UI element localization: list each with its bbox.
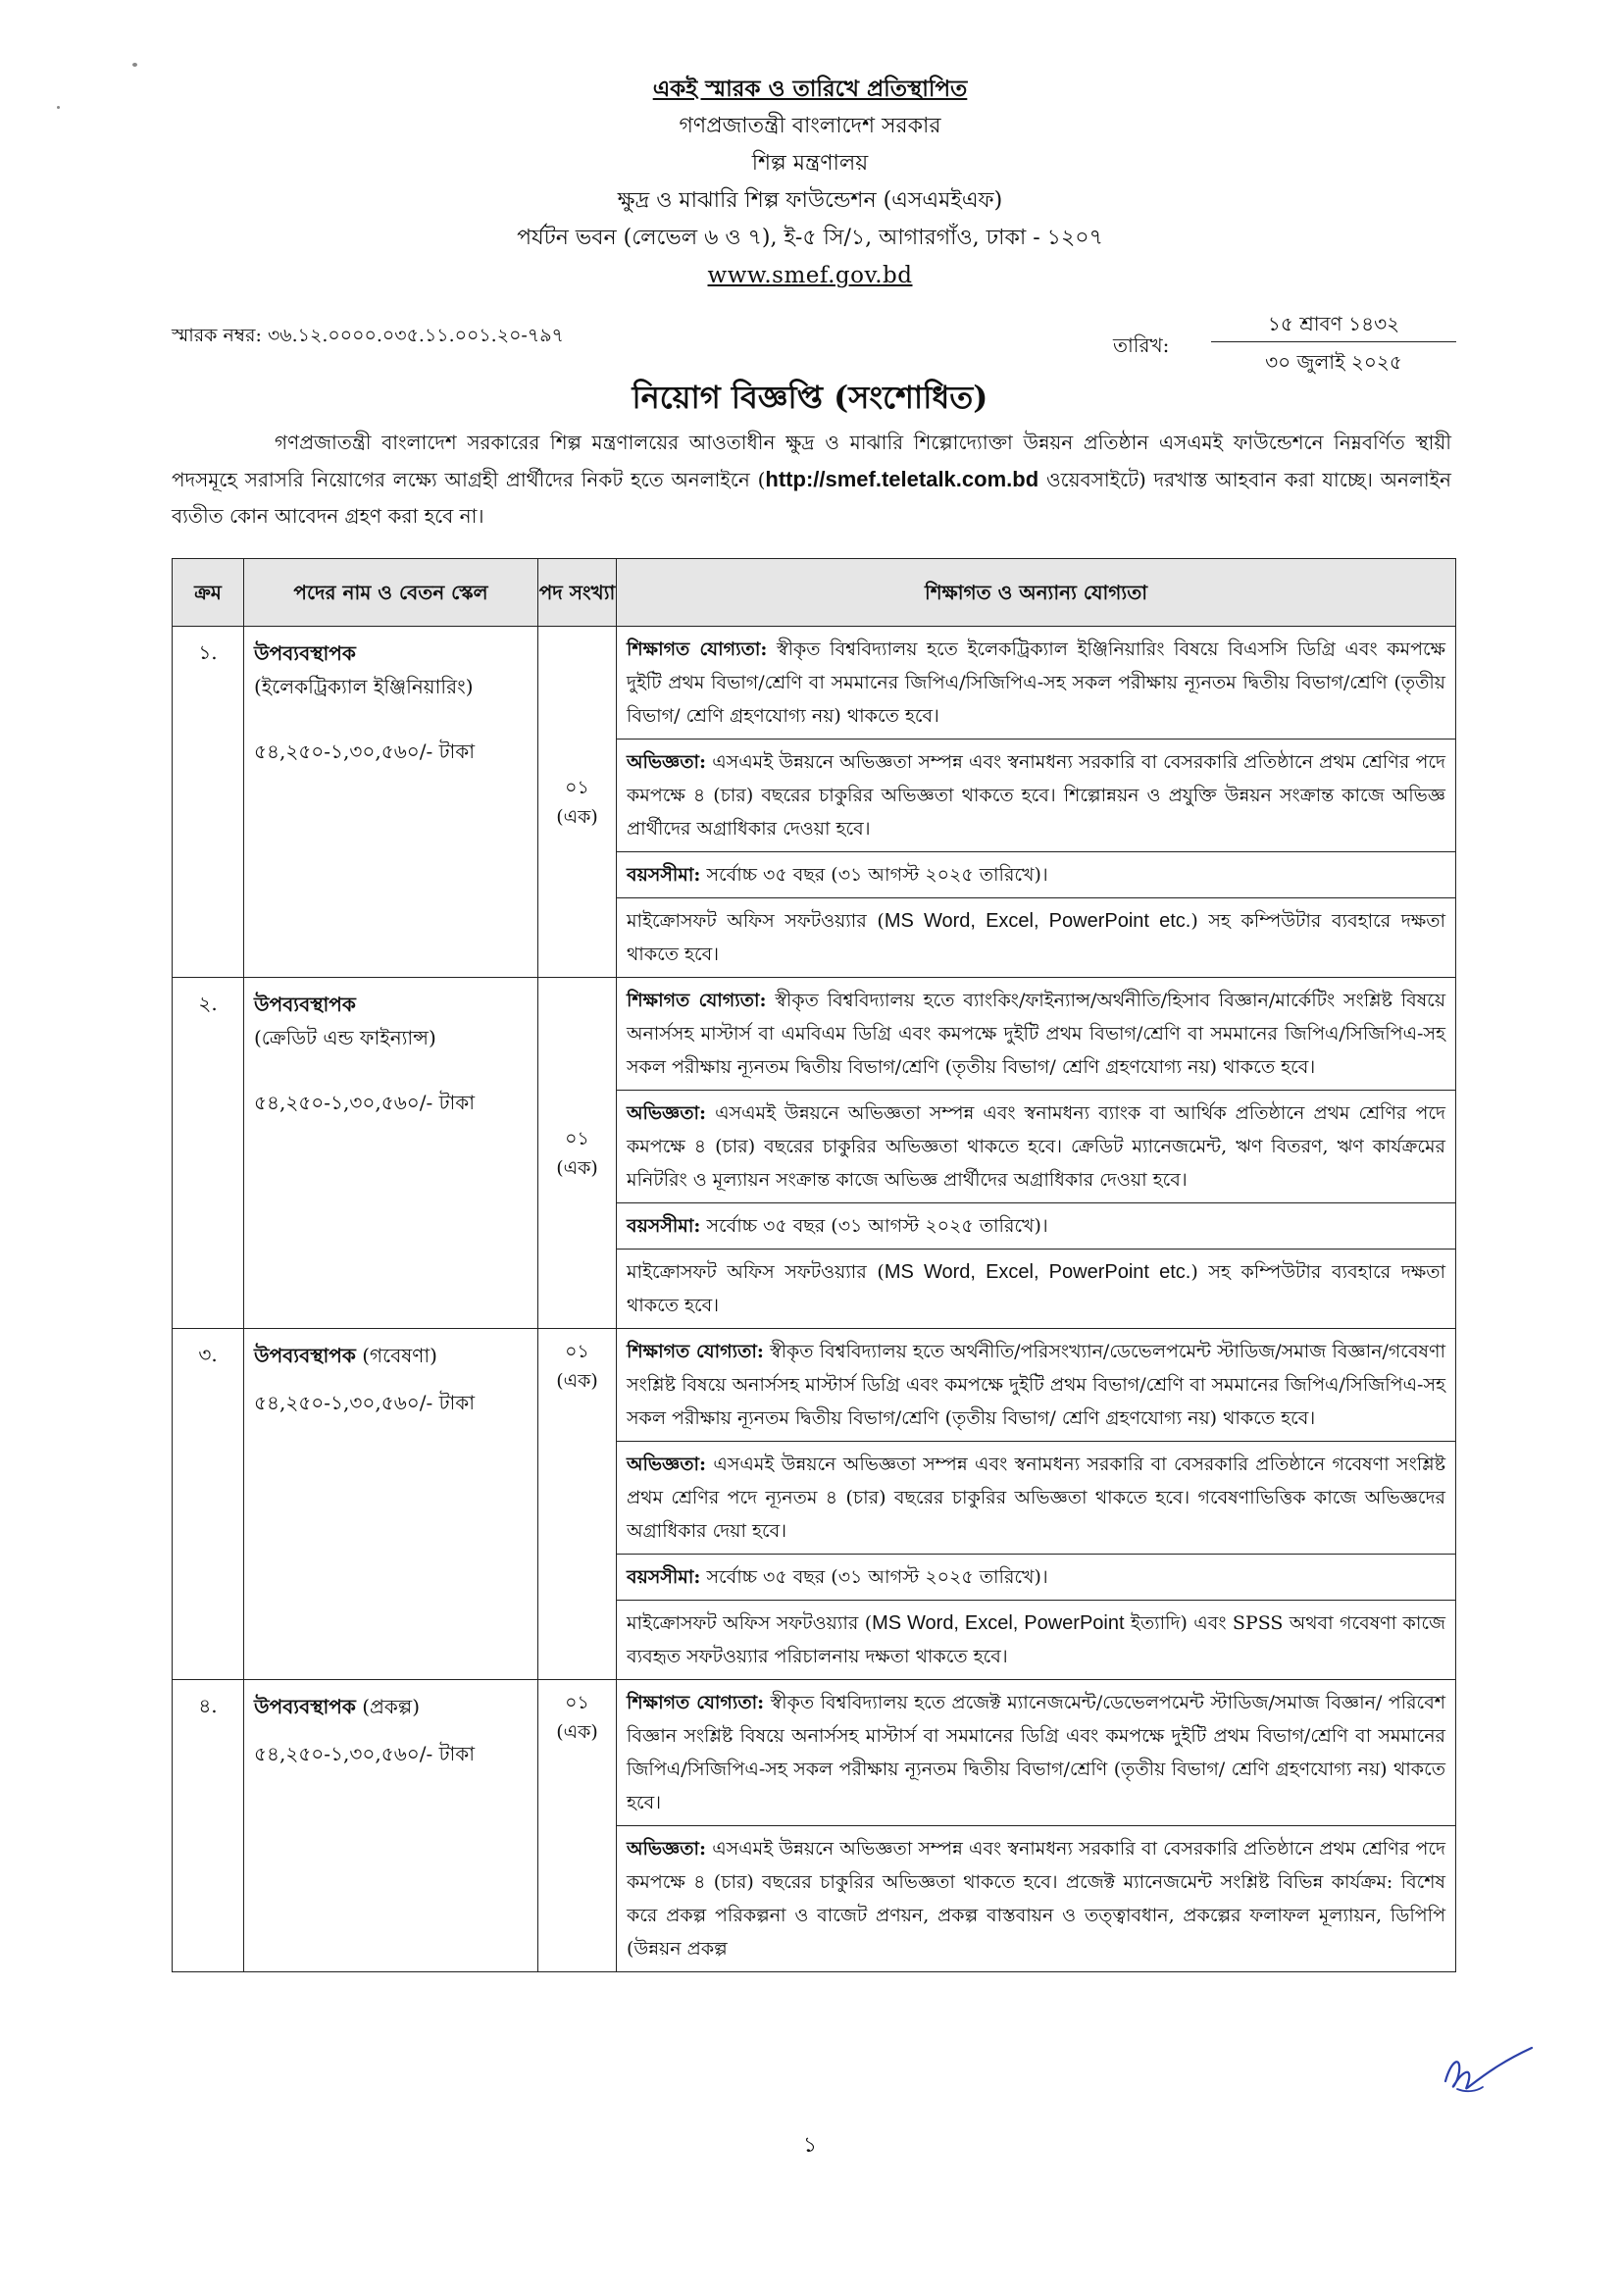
website-link[interactable]: www.smef.gov.bd	[707, 263, 913, 288]
education-text: স্বীকৃত বিশ্ববিদ্যালয় হতে ইলেকট্রিক্যাল ইঞ্জিনিয়ারিং বিষয়ে বিএসসি ডিগ্রি এবং কমপক্ষে দুইটি প্রথম বিভাগ/শ্রেণি বা সমমানের জিপিএ/সিজিপিএ-সহ সকল পরীক্ষায় ন্যূনতম দ্বিতীয় বিভাগ/শ্রেণি (তৃতীয় বিভাগ/ শ্রেণি গ্রহণযোগ্য নয়) থাকতে হবে।	[627, 638, 1446, 727]
qualification-cell	[617, 627, 1456, 978]
post-cell	[244, 627, 538, 978]
header-serial: ক্রম	[173, 559, 244, 627]
age-text: সর্বোচ্চ ৩৫ বছর (৩১ আগস্ট ২০২৫ তারিখে)।	[706, 1566, 1048, 1588]
computer-text-after: ) সহ কম্পিউটার ব্যবহারে দক্ষতা থাকতে হবে।	[627, 910, 1445, 965]
education-label: শিক্ষাগত যোগ্যতা:	[627, 990, 767, 1011]
age-text: সর্বোচ্চ ৩৫ বছর (৩১ আগস্ট ২০২৫ তারিখে)।	[706, 1215, 1048, 1237]
post-name: উপব্যবস্থাপক	[254, 993, 356, 1016]
computer-text: মাইক্রোসফট অফিস সফটওয়্যার (	[627, 1261, 885, 1283]
header-count: পদ সংখ্যা	[538, 559, 617, 627]
age-label: বয়সসীমা:	[627, 1215, 701, 1237]
education-text: স্বীকৃত বিশ্ববিদ্যালয় হতে প্রজেক্ট ম্যানেজমেন্ট/ডেভেলপমেন্ট স্টাডিজ/সমাজ বিজ্ঞান/ পরিবেশ বিজ্ঞান সংশ্লিষ্ট বিষয়ে অনার্সসহ মাস্টার্স বা সমমানের ডিগ্রি এবং কমপক্ষে দুইটি প্রথম বিভাগ/শ্রেণি বা সমমানের জিপিএ/সিজিপিএ-সহ সকল পরীক্ষায় ন্যূনতম দ্বিতীয় বিভাগ/শ্রেণি (তৃতীয় বিভাগ/ শ্রেণি গ্রহণযোগ্য নয়) থাকতে হবে।	[627, 1692, 1446, 1813]
row-serial: ৩.	[173, 1329, 244, 1680]
education-label: শিক্ষাগত যোগ্যতা:	[627, 1692, 765, 1713]
computer-skill-block	[617, 1250, 1455, 1328]
software-list: MS Word, Excel, PowerPoint etc.	[884, 910, 1191, 932]
superseded-note: একই স্মারক ও তারিখে প্রতিস্থাপিত	[652, 76, 968, 102]
date-box	[1211, 306, 1456, 382]
count-cell	[538, 627, 617, 978]
page-number: ১	[802, 2133, 818, 2158]
post-cell	[244, 1329, 538, 1680]
education-text: স্বীকৃত বিশ্ববিদ্যালয় হতে ব্যাংকিং/ফাইন্যান্স/অর্থনীতি/হিসাব বিজ্ঞান/মার্কেটিং সংশ্লিষ্ট বিষয়ে অনার্সসহ মাস্টার্স বা এমবিএম ডিগ্রি এবং কমপক্ষে দুইটি প্রথম বিভাগ/শ্রেণি বা সমমানের জিপিএ/সিজিপিএ-সহ সকল পরীক্ষায় ন্যূনতম দ্বিতীয় বিভাগ/শ্রেণি (তৃতীয় বিভাগ/ শ্রেণি গ্রহণযোগ্য নয়) থাকতে হবে।	[627, 990, 1446, 1078]
computer-text-after: ইত্যাদি) এবং SPSS অথবা গবেষণা কাজে ব্যবহৃত সফটওয়্যার পরিচালনায় দক্ষতা থাকতে হবে।	[627, 1612, 1445, 1667]
education-block	[617, 1329, 1455, 1442]
post-count: ০১	[565, 1692, 589, 1713]
count-cell	[538, 1680, 617, 1972]
software-list: MS Word, Excel, PowerPoint etc.	[884, 1261, 1191, 1283]
pay-scale: ৫৪,২৫০-১,৩০,৫৬০/- টাকা	[254, 740, 476, 763]
table-row	[173, 1680, 1456, 1972]
table-header-row	[173, 559, 1456, 627]
row-serial: ২.	[173, 978, 244, 1329]
post-name: উপব্যবস্থাপক	[254, 641, 356, 665]
experience-block	[617, 1091, 1455, 1203]
experience-block	[617, 1826, 1455, 1971]
pay-scale: ৫৪,২৫০-১,৩০,৫৬০/- টাকা	[254, 1091, 476, 1114]
government-name: গণপ্রজাতন্ত্রী বাংলাদেশ সরকার	[679, 114, 941, 138]
experience-text: এসএমই উন্নয়নে অভিজ্ঞতা সম্পন্ন এবং স্বনামধন্য সরকারি বা বেসরকারি প্রতিষ্ঠানে প্রথম শ্রেণির পদে কমপক্ষে ৪ (চার) বছরের চাকুরির অভিজ্ঞতা থাকতে হবে। শিল্পোন্নয়ন ও প্রযুক্তি উন্নয়ন সংক্রান্ত কাজে অভিজ্ঞ প্রার্থীদের অগ্রাধিকার দেওয়া হবে।	[627, 751, 1445, 840]
qualification-cell	[617, 1329, 1456, 1680]
qualification-cell	[617, 978, 1456, 1329]
table-row	[173, 627, 1456, 978]
experience-block	[617, 740, 1455, 852]
computer-skill-block	[617, 898, 1455, 977]
age-block	[617, 852, 1455, 898]
vacancy-table	[172, 558, 1456, 1972]
education-block	[617, 627, 1455, 740]
count-cell	[538, 1329, 617, 1680]
post-name: উপব্যবস্থাপক	[254, 1344, 356, 1367]
age-label: বয়সসীমা:	[627, 1566, 701, 1588]
post-count-word: (এক)	[556, 1721, 598, 1743]
header-qualification: শিক্ষাগত ও অন্যান্য যোগ্যতা	[617, 559, 1456, 627]
pay-scale: ৫৪,২৫০-১,৩০,৫৬০/- টাকা	[254, 1391, 476, 1414]
post-department: (প্রকল্প)	[362, 1695, 420, 1718]
date-label: তারিখ:	[1113, 333, 1170, 357]
computer-skill-block	[617, 1601, 1455, 1679]
header-post: পদের নাম ও বেতন স্কেল	[244, 559, 538, 627]
office-address: পর্যটন ভবন (লেভেল ৬ ও ৭), ই-৫ সি/১, আগারগাঁও, ঢাকা - ১২০৭	[517, 226, 1103, 250]
foundation-name: ক্ষুদ্র ও মাঝারি শিল্প ফাউন্ডেশন (এসএমইএফ)	[617, 188, 1003, 213]
memo-number: স্মারক নম্বর: ৩৬.১২.০০০০.০৩৫.১১.০০১.২০-৭৯৭	[172, 325, 564, 346]
computer-text: মাইক্রোসফট অফিস সফটওয়্যার (	[627, 1612, 873, 1634]
experience-label: অভিজ্ঞতা:	[627, 1838, 707, 1860]
age-block	[617, 1555, 1455, 1601]
qualification-cell	[617, 1680, 1456, 1972]
education-text: স্বীকৃত বিশ্ববিদ্যালয় হতে অর্থনীতি/পরিসংখ্যান/ডেভেলপমেন্ট স্টাডিজ/সমাজ বিজ্ঞান/গবেষণা সংশ্লিষ্ট বিষয়ে অনার্সসহ মাস্টার্স ডিগ্রি এবং কমপক্ষে দুইটি প্রথম বিভাগ/শ্রেণি বা সমমানের জিপিএ/সিজিপিএ-সহ সকল পরীক্ষায় ন্যূনতম দ্বিতীয় বিভাগ/শ্রেণি (তৃতীয় বিভাগ/ শ্রেণি গ্রহণযোগ্য নয়) থাকতে হবে।	[627, 1341, 1445, 1429]
experience-label: অভিজ্ঞতা:	[627, 1102, 707, 1124]
education-label: শিক্ষাগত যোগ্যতা:	[627, 638, 768, 660]
post-count-word: (এক)	[556, 1156, 598, 1179]
experience-text: এসএমই উন্নয়নে অভিজ্ঞতা সম্পন্ন এবং স্বনামধন্য সরকারি বা বেসরকারি প্রতিষ্ঠানে প্রথম শ্রেণির পদে কমপক্ষে ৪ (চার) বছরের চাকুরির অভিজ্ঞতা থাকতে হবে। প্রজেক্ট ম্যানেজমেন্ট সংশ্লিষ্ট বিভিন্ন কার্যক্রম: বিশেষ করে প্রকল্প পরিকল্পনা ও বাজেট প্রণয়ন, প্রকল্প বাস্তবায়ন ও তত্ত্বাবধান, প্রকল্পের ফলাফল মূল্যায়ন, ডিপিপি (উন্নয়ন প্রকল্প	[627, 1838, 1445, 1960]
computer-text-after: ) সহ কম্পিউটার ব্যবহারে দক্ষতা থাকতে হবে।	[627, 1261, 1445, 1316]
scan-speck	[132, 63, 137, 67]
ministry-name: শিল্প মন্ত্রণালয়	[751, 151, 869, 176]
intro-text: গণপ্রজাতন্ত্রী বাংলাদেশ সরকারের শিল্প মন্ত্রণালয়ের আওতাধীন ক্ষুদ্র ও মাঝারি শিল্পোদ্যোক্তা উন্নয়ন প্রতিষ্ঠান এসএমই ফাউন্ডেশনে নিম্নবর্ণিত স্থায়ী পদসমূহে সরাসরি নিয়োগের লক্ষ্যে আগ্রহী প্রার্থীদের নিকট হতে অনলাইনে (	[172, 431, 1451, 491]
date-bangla: ১৫ শ্রাবণ ১৪৩২	[1211, 306, 1456, 342]
notice-title: নিয়োগ বিজ্ঞপ্তি (সংশোধিত)	[632, 379, 988, 416]
age-text: সর্বোচ্চ ৩৫ বছর (৩১ আগস্ট ২০২৫ তারিখে)।	[706, 864, 1048, 886]
experience-label: অভিজ্ঞতা:	[627, 1454, 707, 1475]
post-department: (ইলেকট্রিক্যাল ইঞ্জিনিয়ারিং)	[254, 675, 474, 698]
experience-text: এসএমই উন্নয়নে অভিজ্ঞতা সম্পন্ন এবং স্বনামধন্য সরকারি বা বেসরকারি প্রতিষ্ঠানে গবেষণা সংশ্লিষ্ট প্রথম শ্রেণির পদে ন্যূনতম ৪ (চার) বছরের চাকুরির অভিজ্ঞতা থাকতে হবে। গবেষণাভিত্তিক কাজে অভিজ্ঞদের অগ্রাধিকার দেয়া হবে।	[627, 1454, 1445, 1542]
table-row	[173, 1329, 1456, 1680]
intro-paragraph	[172, 425, 1451, 535]
post-department: (ক্রেডিট এন্ড ফাইন্যান্স)	[254, 1026, 436, 1049]
application-url[interactable]: http://smef.teletalk.com.bd	[765, 467, 1039, 491]
post-count-word: (এক)	[556, 805, 598, 828]
row-serial: ১.	[173, 627, 244, 978]
age-block	[617, 1203, 1455, 1250]
education-label: শিক্ষাগত যোগ্যতা:	[627, 1341, 764, 1362]
pay-scale: ৫৪,২৫০-১,৩০,৫৬০/- টাকা	[254, 1742, 476, 1765]
post-cell	[244, 1680, 538, 1972]
experience-text: এসএমই উন্নয়নে অভিজ্ঞতা সম্পন্ন এবং স্বনামধন্য ব্যাংক বা আর্থিক প্রতিষ্ঠানে প্রথম শ্রেণির পদে কমপক্ষে ৪ (চার) বছরের চাকুরির অভিজ্ঞতা থাকতে হবে। ক্রেডিট ম্যানেজমেন্ট, ঋণ বিতরণ, ঋণ কার্যক্রমের মনিটরিং ও মূল্যায়ন সংক্রান্ত কাজে অভিজ্ঞ প্রার্থীদের অগ্রাধিকার দেওয়া হবে।	[627, 1102, 1445, 1191]
computer-text: মাইক্রোসফট অফিস সফটওয়্যার (	[627, 910, 885, 932]
education-block	[617, 978, 1455, 1091]
count-cell	[538, 978, 617, 1329]
post-department: (গবেষণা)	[362, 1344, 437, 1367]
post-cell	[244, 978, 538, 1329]
experience-label: অভিজ্ঞতা:	[627, 751, 707, 773]
post-count: ০১	[565, 776, 589, 798]
experience-block	[617, 1442, 1455, 1555]
table-row	[173, 978, 1456, 1329]
post-count-word: (এক)	[556, 1370, 598, 1392]
age-label: বয়সসীমা:	[627, 864, 701, 886]
post-name: উপব্যবস্থাপক	[254, 1695, 356, 1718]
software-list: MS Word, Excel, PowerPoint	[872, 1612, 1125, 1634]
letterhead	[0, 71, 1620, 294]
education-block	[617, 1680, 1455, 1826]
post-count: ০১	[565, 1127, 589, 1149]
signature-initials	[1438, 2042, 1536, 2101]
intro-text-after: ওয়েবসাইটে) দরখাস্ত আহবান করা যাচ্ছে। অনলাইন ব্যতীত কোন আবেদন গ্রহণ করা হবে না।	[172, 468, 1451, 528]
date-gregorian: ৩০ জুলাই ২০২৫	[1265, 350, 1402, 374]
post-count: ০১	[565, 1341, 589, 1362]
row-serial: ৪.	[173, 1680, 244, 1972]
